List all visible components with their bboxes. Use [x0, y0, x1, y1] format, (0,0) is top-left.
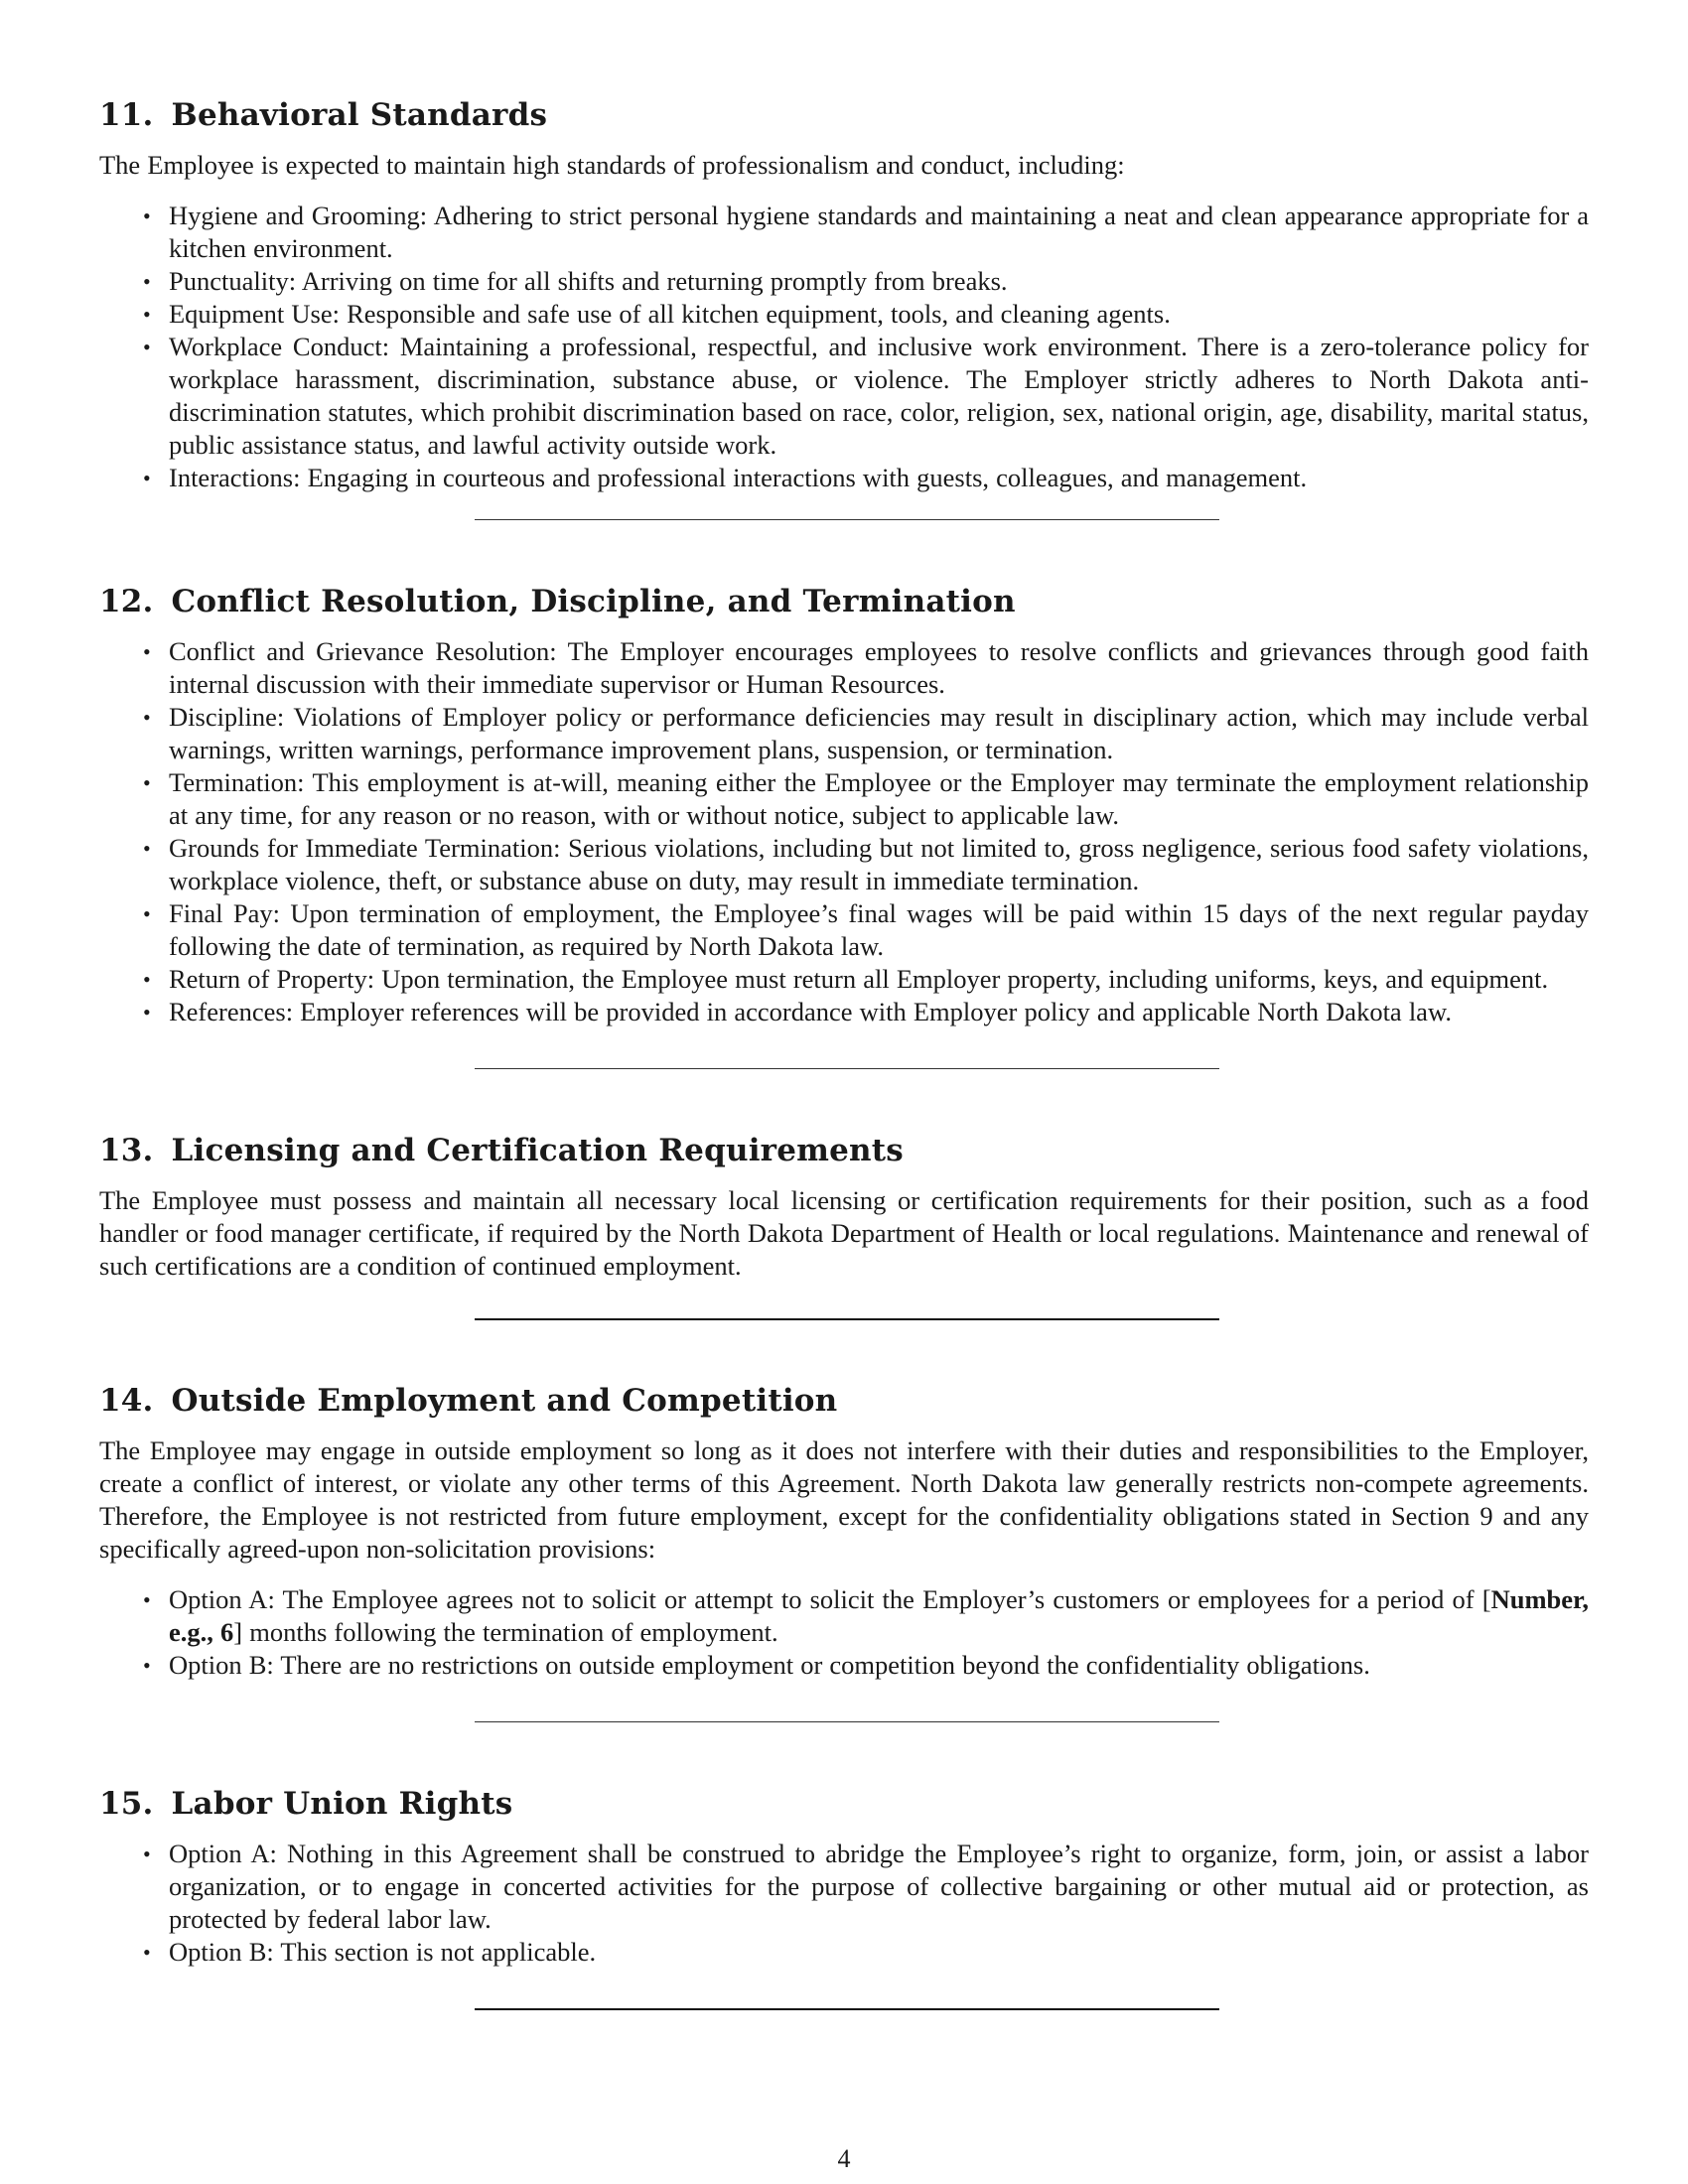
- section-intro: The Employee is expected to maintain high standards of professionalism and conduct, including:: [99, 150, 1125, 180]
- page-number: 4: [837, 2144, 851, 2173]
- section-heading: 13. Licensing and Certification Requirements: [99, 1133, 904, 1168]
- section-12: [99, 582, 1589, 1028]
- list-item: • Option A: The Employee agrees not to solicit or attempt to solicit the Employer’s customers or employees for a period of [Number, e.g., 6] months following the termination of employment.: [143, 1584, 1589, 1647]
- section-divider: [99, 519, 1589, 520]
- bullet-icon: •: [143, 770, 151, 795]
- bullet-icon: •: [143, 836, 151, 861]
- bullet-icon: •: [143, 1940, 151, 1965]
- bullet-icon: •: [143, 466, 151, 490]
- section-heading: 11. Behavioral Standards: [99, 97, 548, 133]
- list-item: • Return of Property: Upon termination, the Employee must return all Employer property, including uniforms, keys, and equipment.: [143, 964, 1549, 994]
- section-intro: The Employee may engage in outside employment so long as it does not interfere with their duties and responsibilities to the Employer, create a conflict of interest, or violate any other terms of this Agreement. North Dakota law generally restricts non-compete agreements. Therefore, the Employee is not restricted from future employment, except for the confidentiality obligations stated in Section 9 and any specifically agreed-upon non-solicitation provisions:: [99, 1435, 1589, 1564]
- section-divider: [99, 1721, 1589, 1722]
- list-item: • Equipment Use: Responsible and safe use of all kitchen equipment, tools, and cleaning agents.: [143, 299, 1171, 329]
- bullet-icon: •: [143, 204, 151, 228]
- bullet-list: [99, 1583, 1589, 1682]
- bullet-icon: •: [143, 705, 151, 730]
- bullet-list: [99, 635, 1589, 1028]
- section-13: [99, 1131, 1589, 1283]
- list-item: • Punctuality: Arriving on time for all shifts and returning promptly from breaks.: [143, 266, 1008, 296]
- placeholder-bold: Number, e.g., 6: [169, 1584, 1589, 1647]
- list-item: • Option B: There are no restrictions on outside employment or competition beyond the confidentiality obligations.: [143, 1650, 1370, 1680]
- list-item: • Hygiene and Grooming: Adhering to strict personal hygiene standards and maintaining a neat and clean appearance appropriate for a kitchen environment.: [143, 201, 1589, 263]
- section-11: [99, 95, 1589, 494]
- bullet-icon: •: [143, 967, 151, 992]
- bullet-icon: •: [143, 1000, 151, 1024]
- bullet-icon: •: [143, 302, 151, 327]
- list-item: • Interactions: Engaging in courteous and professional interactions with guests, colleagues, and management.: [143, 463, 1308, 492]
- list-item: • Option B: This section is not applicable.: [143, 1937, 597, 1967]
- bullet-icon: •: [143, 639, 151, 664]
- section-heading: 15. Labor Union Rights: [99, 1786, 513, 1822]
- section-15: [99, 1784, 1589, 1969]
- list-item: • Discipline: Violations of Employer policy or performance deficiencies may result in disciplinary action, which may include verbal warnings, written warnings, performance improvement plans, suspension, or termination.: [143, 702, 1589, 764]
- section-divider: [99, 2008, 1589, 2009]
- bullet-icon: •: [143, 901, 151, 926]
- section-body: The Employee must possess and maintain all necessary local licensing or certification requirements for their position, such as a food handler or food manager certificate, if required by the North Dakota Department of Health or local regulations. Maintenance and renewal of such certifications are a condition of continued employment.: [99, 1185, 1589, 1281]
- bullet-list: [99, 200, 1589, 494]
- section-divider: [99, 1068, 1589, 1069]
- section-heading: 14. Outside Employment and Competition: [99, 1383, 838, 1419]
- list-item: • References: Employer references will be provided in accordance with Employer policy and applicable North Dakota law.: [143, 997, 1452, 1026]
- section-divider: [99, 1318, 1589, 1319]
- bullet-icon: •: [143, 335, 151, 359]
- section-heading: 12. Conflict Resolution, Discipline, and Termination: [99, 584, 1016, 619]
- bullet-icon: •: [143, 1842, 151, 1866]
- list-item: • Workplace Conduct: Maintaining a professional, respectful, and inclusive work environment. There is a zero-tolerance policy for workplace harassment, discrimination, substance abuse, or violence. The Employer strictly adheres to North Dakota anti-discrimination statutes, which prohibit discrimination based on race, color, religion, sex, national origin, age, disability, marital status, public assistance status, and lawful activity outside work.: [143, 332, 1589, 460]
- list-item: • Final Pay: Upon termination of employment, the Employee’s final wages will be paid within 15 days of the next regular payday following the date of termination, as required by North Dakota law.: [143, 898, 1589, 961]
- document-page: [99, 95, 1589, 2009]
- list-item: • Termination: This employment is at-will, meaning either the Employee or the Employer may terminate the employment relationship at any time, for any reason or no reason, with or without notice, subject to applicable law.: [143, 767, 1589, 830]
- section-14: [99, 1381, 1589, 1682]
- list-item: • Grounds for Immediate Termination: Serious violations, including but not limited to, gross negligence, serious food safety violations, workplace violence, theft, or substance abuse on duty, may result in immediate termination.: [143, 833, 1589, 895]
- bullet-icon: •: [143, 1587, 151, 1612]
- list-item: • Conflict and Grievance Resolution: The Employer encourages employees to resolve conflicts and grievances through good faith internal discussion with their immediate supervisor or Human Resources.: [143, 636, 1589, 699]
- bullet-icon: •: [143, 1653, 151, 1678]
- list-item: • Option A: Nothing in this Agreement shall be construed to abridge the Employee’s right to organize, form, join, or assist a labor organization, or to engage in concerted activities for the purpose of collective bargaining or other mutual aid or protection, as protected by federal labor law.: [143, 1839, 1589, 1934]
- bullet-list: [99, 1838, 1589, 1969]
- bullet-icon: •: [143, 269, 151, 294]
